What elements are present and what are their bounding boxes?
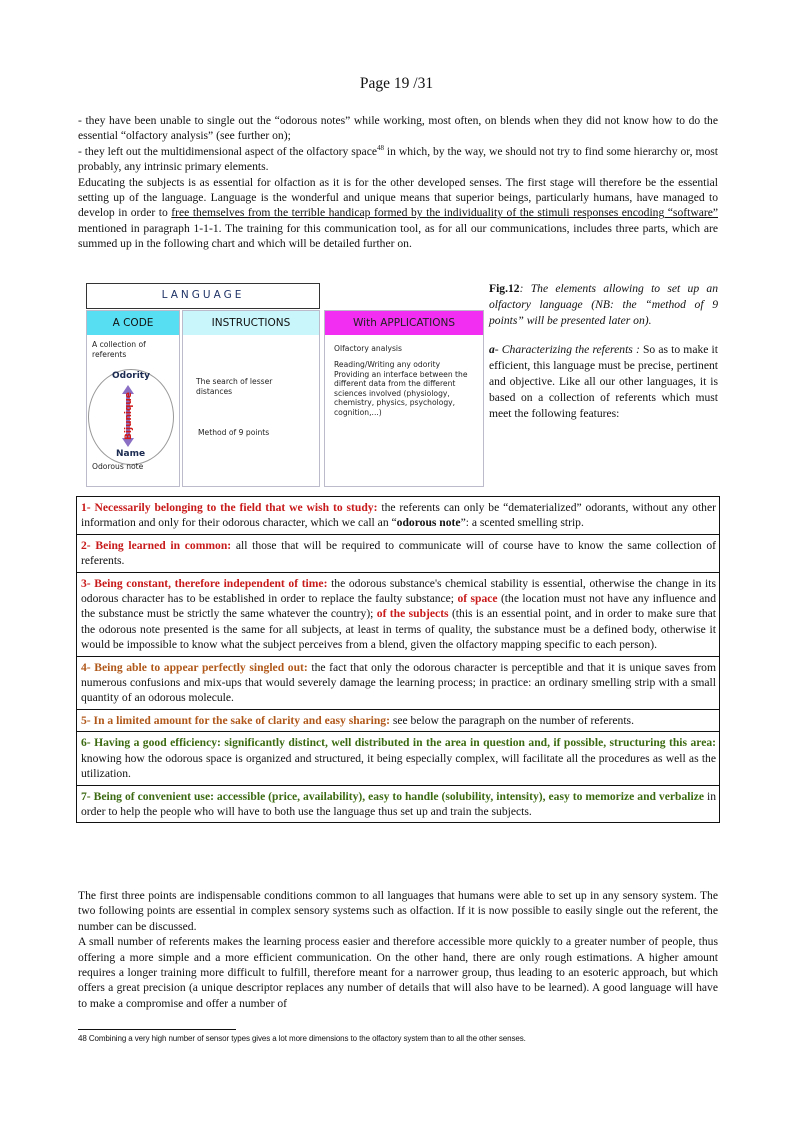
section-a-label: a [489,343,495,357]
feature-heading: 5- In a limited amount for the sake of clarity and easy sharing: [81,713,390,727]
closing-p2: A small number of referents makes the learning process easier and therefore accessible more quickly to a greater number of people, thus offering a more simple and a more efficient communication. On the other hand, there are only rough estimations. A higher amount requires a longer training more difficult to fulfill, therefore meant for a narrower group, thus leading to an esoteric approach, but which offers a great precision (a unique descriptor replaces any number of details that will also have to be learned). A good language will have to make a compromise and offer a number of [78,935,718,1010]
feature-row [77,573,719,657]
footnote: 48 Combining a very high number of sensor types gives a lot more dimensions to the olfactory system than to all the other senses. [78,1034,526,1043]
feature-text: ”: a scented smelling strip. [460,516,584,530]
feature-heading: of the subjects [376,607,449,621]
applications-text-1: Olfactory analysis [334,344,402,353]
feature-row [77,535,719,573]
feature-text: (the location must not have any influence and the substance must be strictly the same whatever the country); [81,592,716,621]
instructions-text-1: The search of lesser distances [196,377,273,396]
intro-line-1: - they have been unable to single out the “odorous notes” while working, most often, on blends when they did not know how to do the essential “olfactory analysis” (see further on); [78,114,718,143]
applications-text-2: Reading/Writing any odority Providing an interface between the different data from the different sciences involved (physiology, chemistry, physics, psychology, cognition,...) [334,360,468,417]
feature-text: knowing how the odorous space is organized and structured, it being especially complex, will facilitate all the procedures as well as the utilization. [81,751,716,781]
feature-heading: 4- Being able to appear perfectly singled out: [81,660,308,674]
figure-col-instructions [182,310,320,487]
feature-heading: 6- Having a good efficiency: significantly distinct, well distributed in the area in question and, if possible, structuring this area: [81,736,716,750]
feature-heading: 7- Being of convenient use: accessible (price, availability), easy to handle (solubility, intensity), easy to memorize and verbalize [81,789,704,803]
intro-line-2b: in which, by the way, we should not try to find some hierarchy or, most probably, any intrinsic primary elements. [78,144,719,174]
odority-label: Odority [112,371,150,381]
feature-row [77,497,719,535]
name-label: Name [116,449,146,459]
instructions-header: INSTRUCTIONS [183,311,319,335]
section-a-text: So as to make it efficient, this language must be precise, pertinent and objective. Like all our other languages, it is based on a collection of referents which must meet the following features: [489,343,718,420]
feature-heading: 2- Being learned in common: [81,538,232,552]
feature-bold: odorous note [396,516,461,530]
code-header: A CODE [87,311,179,335]
feature-text: in order to help the people who will have to both use the language thus set up and train the subjects. [81,789,716,818]
fig-label: Fig.12 [489,282,520,295]
closing-paragraph [78,888,718,1011]
feature-text: (this is an essential point, and in order to make sure that the odorous note presented is the same for all subjects, at least in terms of quality, the substance must be a defined body, otherwise it would be impossible to know what the subject perceives from a blend, given the olfactory mapping specific to each person). [81,607,717,652]
footnote-divider [78,1029,236,1030]
intro-line-3a: Educating the subjects is as essential for olfaction as it is for the other developed senses. The first stage will therefore be the essential setting up of the language. Language is the wonderful and unique means that superior beings, particularly humans, have managed to develop in order to [78,175,718,220]
language-figure [84,283,484,487]
feature-text: see below the paragraph on the number of referents. [389,713,634,727]
feature-row [77,710,719,732]
odorous-note-label: Odorous note [92,462,144,471]
feature-text: the fact that only the odorous character is perceptible and that it is unique saves from numerous confusions and mix-ups that would severely damage the learning process; in practice: an ordinary smelling strip with a small quantity of an odorous molecule. [81,660,716,705]
feature-row [77,732,719,785]
fig-text: : The elements allowing to set up an olfactory language (NB: the “method of 9 points” will be presented later on). [489,282,718,327]
intro-line-3b: mentioned in paragraph 1-1-1. The training for this communication tool, as for all our communications, includes three parts, which are summed up in the following chart and which will be detailed further on. [78,221,718,251]
section-a-title: - Characterizing the referents : [494,343,640,357]
footnote-ref: 48 [377,143,384,152]
feature-text: all those that will be required to communicate will of course have to know the same collection of referents. [81,538,716,568]
section-a [489,342,718,421]
feature-heading: 1- Necessarily belonging to the field that we wish to study: [81,501,378,514]
feature-heading: of space [457,592,498,606]
intro-line-2a: - they left out the multidimensional aspect of the olfactory space [78,144,377,158]
instructions-text-2: Method of 9 points [198,428,270,437]
code-text: A collection of referents [92,340,146,359]
feature-row [77,786,719,823]
features-table [76,496,720,823]
feature-text: the referents can only be “dematerialized” odorants, without any other information and only for their odorous character, which we call an “ [81,501,716,530]
applications-header: With APPLICATIONS [325,311,483,335]
figure-language-title: LANGUAGE [86,283,320,309]
feature-text: the odorous substance's chemical stability is essential, otherwise the change in its odorous character has to be established in order to replace the faulty substance; [81,576,716,606]
closing-p1: The first three points are indispensable conditions common to all languages that humans were able to set up in any sensory system. The two following points are essential in complex sensory systems such as olfaction. If it is now possible to easily single out the referent, the number can be discussed. [78,889,718,933]
intro-underlined: free themselves from the terrible handicap formed by the individuality of the stimuli responses encoding “software” [171,206,718,220]
figure-caption [489,281,718,421]
feature-heading: 3- Being constant, therefore independent of time: [81,576,328,590]
intro-paragraph [78,113,718,252]
bijunique-label: Bijunique [124,392,134,440]
feature-row [77,657,719,710]
page-title: Page 19 /31 [359,75,434,92]
